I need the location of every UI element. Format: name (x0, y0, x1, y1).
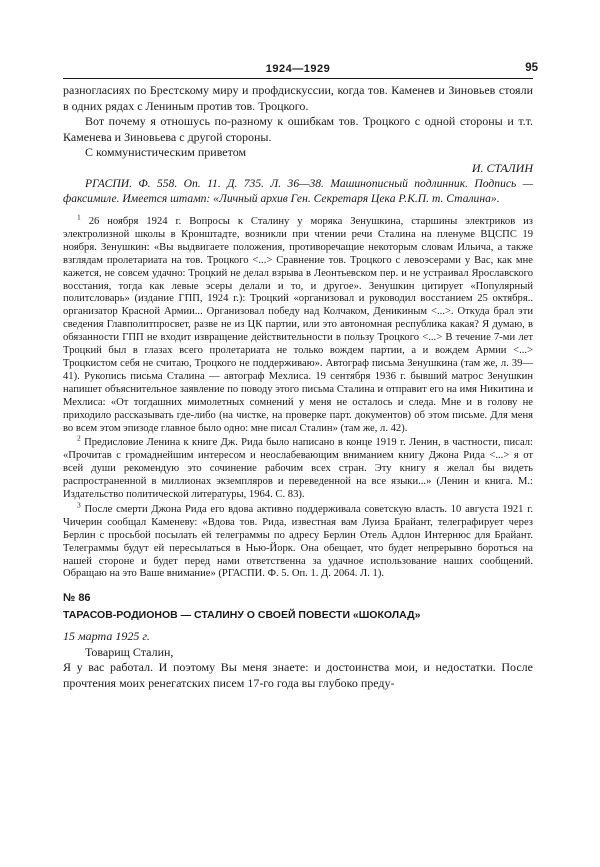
page-body (63, 83, 533, 691)
page-number: 95 (525, 62, 538, 74)
archive-note: РГАСПИ. Ф. 558. Оп. 11. Д. 735. Л. 36—38. Машинописный подлинник. Подпись — факсимиле. Имеется штамп: «Личный архив Ген. Секретаря Цека Р.К.П. т. Сталина». (63, 177, 533, 205)
letter-paragraph-2: Вот почему я отношусь по-разному к ошибкам тов. Троцкого с одной стороны и т.т. Каменева и Зиновьева с другой стороны. (63, 114, 533, 144)
document-title: ТАРАСОВ-РОДИОНОВ — СТАЛИНУ О СВОЕЙ ПОВЕСТИ «ШОКОЛАД» (63, 608, 421, 621)
letter-paragraph-1: разногласиях по Брестскому миру и профдискуссии, когда тов. Каменев и Зиновьев стояли в одних рядах с Лениным против тов. Троцкого. (63, 83, 533, 113)
footnote-1-marker: 1 (77, 212, 81, 222)
document-number: № 86 (63, 592, 91, 605)
letter-signature: И. СТАЛИН (471, 160, 533, 175)
footnote-2 (63, 433, 533, 502)
header-rule (63, 78, 533, 79)
running-header (63, 60, 538, 82)
header-years: 1924—1929 (265, 63, 331, 75)
document-date: 15 марта 1925 г. (63, 629, 150, 644)
footnote-3-marker: 3 (77, 500, 81, 510)
footnote-3 (63, 500, 533, 581)
footnote-2-text: Предисловие Ленина к книге Дж. Рида было написано в конце 1919 г. Ленин, в частности, писал: «Прочитав с громаднейшим интересом и неослабевающим вниманием книгу Джона Рида <...> я от всей души рекомендую это сочинение рабочим всех стран. Эту книгу я желал бы видеть распространенной в миллионах экземпляров и переведенной на все языки...» (Ленин и книга. М.: Издательство политической литературы, 1964. С. 83). (63, 437, 533, 501)
footnote-3-text: После смерти Джона Рида его вдова активно поддерживала советскую власть. 10 августа 1921 г. Чичерин сообщал Каменеву: «Вдова тов. Рида, известная вам Луиза Брайант, телеграфирует через Берлин с просьбой посылать ей телеграммы по адресу Берлин Отель Адлон Интернюс для Брайант. Телеграммы будут ей пересылаться в Нью-Йорк. Она обещает, что будет непрерывно бороться на нашей стороне и будет перед нами ответственна за удачное использование наших сообщений. Обращаю на это Ваше внимание» (РГАСПИ. Ф. 5. Оп. 1. Д. 2064. Л. 1). (63, 503, 533, 580)
document-body: Я у вас работал. И поэтому Вы меня знаете: и достоинства мои, и недостатки. После прочтения моих ренегатских писем 17-го года вы глубоко преду- (63, 660, 533, 690)
letter-closing: С коммунистическим приветом (85, 145, 247, 159)
footnotes (63, 212, 533, 581)
document-greeting: Товарищ Сталин, (85, 644, 174, 659)
footnote-1-text: 26 ноября 1924 г. Вопросы к Сталину у моряка Зенушкина, старшины электриков из электролизной школы в Кронштадте, возникли при чтении речи Сталина на пленуме ВЦСПС 19 ноября. Зенушкин: «Вы выдвигаете положения, противоречащие некоторым словам Ильича, а также взглядам пролетариата на тов. Троцкого <...> Сравнение тов. Троцкого с левоэсерами у Вас, как мне кажется, не совсем удачно: Троцкий не делал взрыва в Леонтьевском пер. и не устраивал Ярославского восстания, тогда как левые эсеры делали и то, и другое». Зенушкин цитирует «Популярный политсловарь» (издание ГПП, 1924 г.): Троцкий «организовал и руководил восстанием 25 октября.. организатор Красной Армии... Организовал победу над Колчаком, Деникиным <...>. Откуда брал эти сведения Главполитпросвет, разве не из ЦК партии, или это автономная республика какая? Я думаю, в обязанности ГПП не входит извращение действительности в пользу Троцкого <...> В течение 7-ми лет Троцкий был в глазах всего пролетариата не только вождем партии, а и вождем Армии <...> Троцкистом себя не считаю, Троцкого не поддерживаю». Автограф письма Зенушкина (там же, л. 39—41). Рукопись письма Сталина — автограф Мехлиса. 19 сентября 1936 г. бывший матрос Зенушкин напишет объяснительное заявление по поводу этого письма Сталина и отправит его на имя Никитина и Мехлиса: «От тогдашних мимолетных сомнений у меня не осталось и следа. Мне и в голову не приходило рассказывать где-либо (на чистке, на проверке парт. документов) об этом письме. Для меня во всем этом эпизоде главное было одно: мне писал Сталин» (там же, л. 42). (63, 216, 533, 434)
footnote-2-marker: 2 (77, 433, 81, 443)
footnote-1 (63, 212, 533, 435)
